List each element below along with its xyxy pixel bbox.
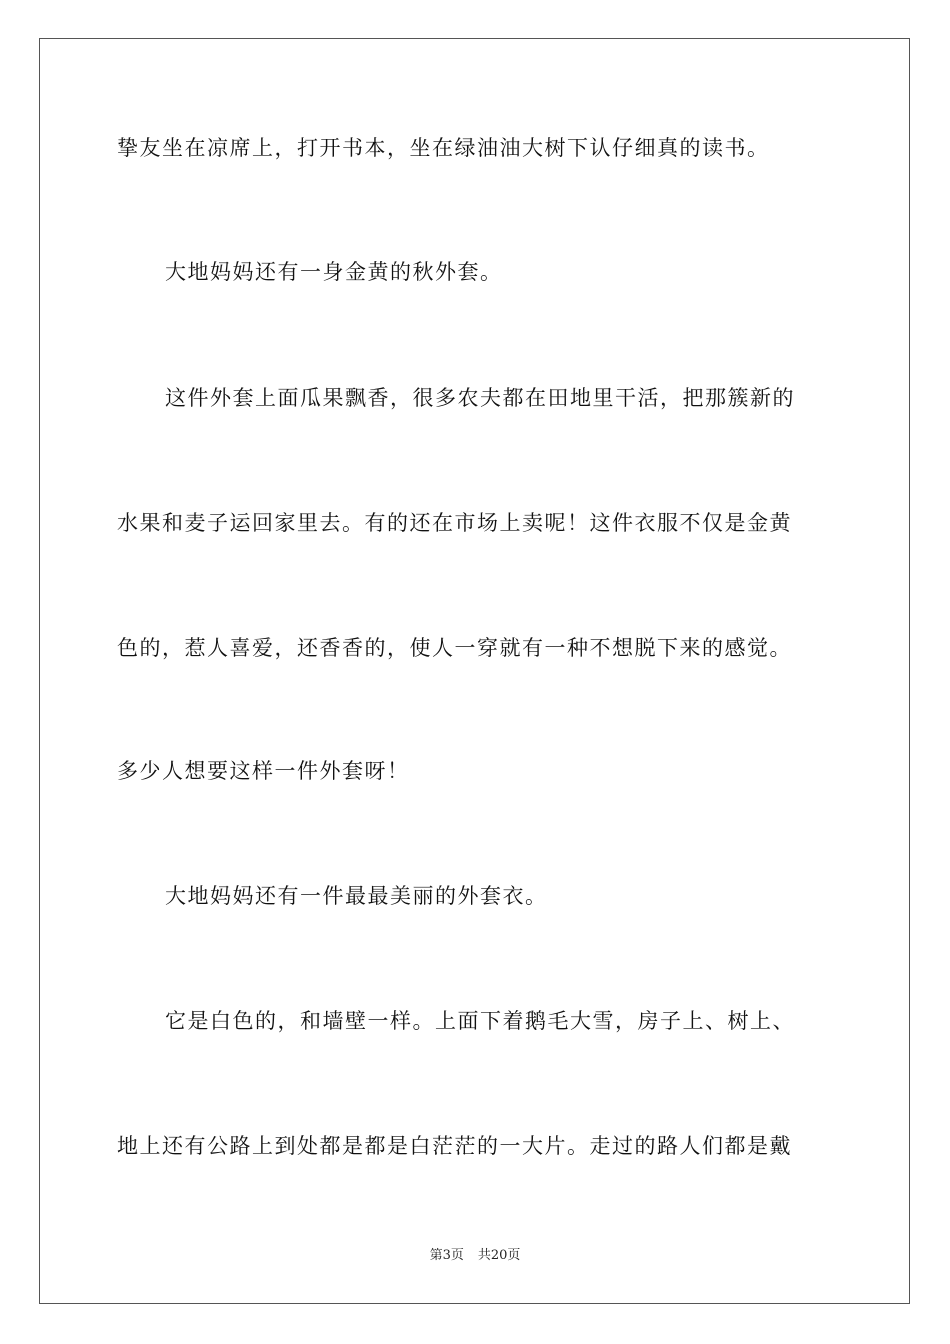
text-line: 多少人想要这样一件外套呀！ xyxy=(117,759,410,783)
page-footer xyxy=(0,1247,950,1265)
text-line: 色的，惹人喜爱，还香香的，使人一穿就有一种不想脱下来的感觉。 xyxy=(117,636,792,660)
text-line: 它是白色的，和墙壁一样。上面下着鹅毛大雪，房子上、树上、 xyxy=(165,1009,795,1033)
page-number-current: 第3页 xyxy=(429,1248,464,1263)
text-line: 地上还有公路上到处都是都是白茫茫的一大片。走过的路人们都是戴 xyxy=(117,1134,792,1158)
page-border xyxy=(39,38,910,1304)
text-line: 这件外套上面瓜果飘香，很多农夫都在田地里干活，把那簇新的 xyxy=(165,386,795,410)
text-line: 水果和麦子运回家里去。有的还在市场上卖呢！这件衣服不仅是金黄 xyxy=(117,511,792,535)
page-number-total: 共20页 xyxy=(477,1248,521,1263)
text-line: 挚友坐在凉席上，打开书本，坐在绿油油大树下认仔细真的读书。 xyxy=(117,136,770,160)
text-line: 大地妈妈还有一身金黄的秋外套。 xyxy=(165,260,503,284)
text-line: 大地妈妈还有一件最最美丽的外套衣。 xyxy=(165,884,548,908)
